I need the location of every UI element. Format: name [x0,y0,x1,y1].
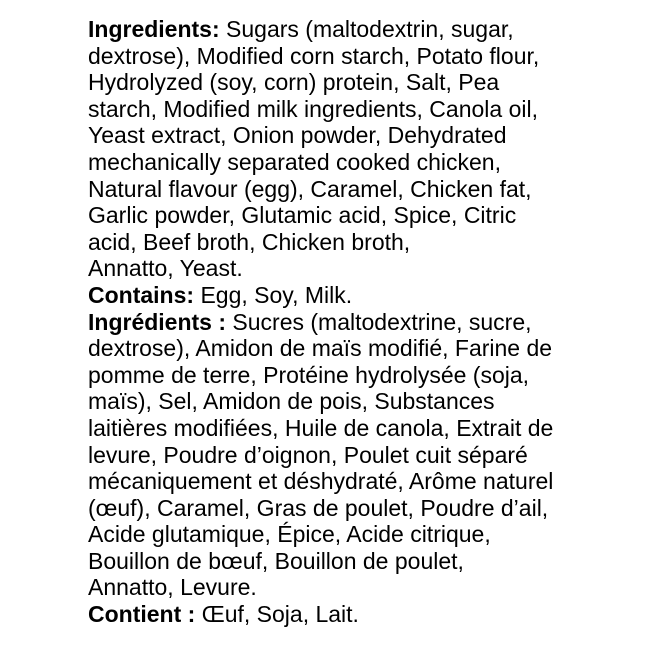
label-line [88,229,633,256]
label-line [88,521,633,548]
label-line [88,202,633,229]
label-line-text: Œuf, Soja, Lait. [195,601,359,628]
label-line-text: dextrose), Modified corn starch, Potato flour, [88,42,540,69]
label-line-text: starch, Modified milk ingredients, Canola oil, [88,95,538,122]
label-line [88,468,633,495]
label-line [88,442,633,469]
label-line [88,176,633,203]
label-line [88,96,633,123]
label-line [88,122,633,149]
label-line-text: Annatto, Yeast. [88,255,243,282]
label-line [88,548,633,575]
label-line [88,69,633,96]
label-line-with-heading [88,309,633,336]
label-section-heading: Contains: [88,281,195,308]
label-section-heading: Ingredients: [88,16,220,42]
label-line-text: (œuf), Caramel, Gras de poulet, Poudre d’ail, [88,494,549,521]
label-line-text: laitières modifiées, Huile de canola, Extrait de [88,414,554,441]
label-line-text: maïs), Sel, Amidon de pois, Substances [88,388,495,415]
ingredients-text-block [88,16,633,628]
label-line-text: Natural flavour (egg), Caramel, Chicken fat, [88,175,532,202]
label-line-text: Hydrolyzed (soy, corn) protein, Salt, Pea [88,69,500,96]
label-line-text: mechanically separated cooked chicken, [88,148,501,175]
label-line-text: dextrose), Amidon de maïs modifié, Farine de [88,335,553,362]
label-line [88,574,633,601]
label-section-heading: Contient : [88,601,196,628]
label-line-text: Egg, Soy, Milk. [194,281,353,308]
label-line-text: Annatto, Levure. [88,574,257,601]
label-line [88,149,633,176]
label-line-text: mécaniquement et déshydraté, Arôme naturel [88,468,554,495]
label-line [88,43,633,70]
label-line-text: levure, Poudre d’oignon, Poulet cuit séparé [88,441,528,468]
label-line-text: acid, Beef broth, Chicken broth, [88,228,411,255]
label-line [88,362,633,389]
label-line-text: Sugars (maltodextrin, sugar, [219,16,514,42]
label-line [88,415,633,442]
label-line-text: Sucres (maltodextrine, sucre, [226,308,532,335]
label-line-text: Garlic powder, Glutamic acid, Spice, Citric [88,202,517,229]
label-line-text: Bouillon de bœuf, Bouillon de poulet, [88,547,464,574]
label-line [88,495,633,522]
label-line [88,335,633,362]
label-line-with-heading [88,282,633,309]
label-line [88,255,633,282]
label-line-with-heading [88,16,633,43]
label-line-text: Acide glutamique, Épice, Acide citrique, [88,521,491,548]
label-line [88,388,633,415]
label-line-with-heading [88,601,633,628]
label-section-heading: Ingrédients : [88,308,227,335]
label-line-text: Yeast extract, Onion powder, Dehydrated [88,122,507,149]
label-line-text: pomme de terre, Protéine hydrolysée (soja, [88,361,530,388]
